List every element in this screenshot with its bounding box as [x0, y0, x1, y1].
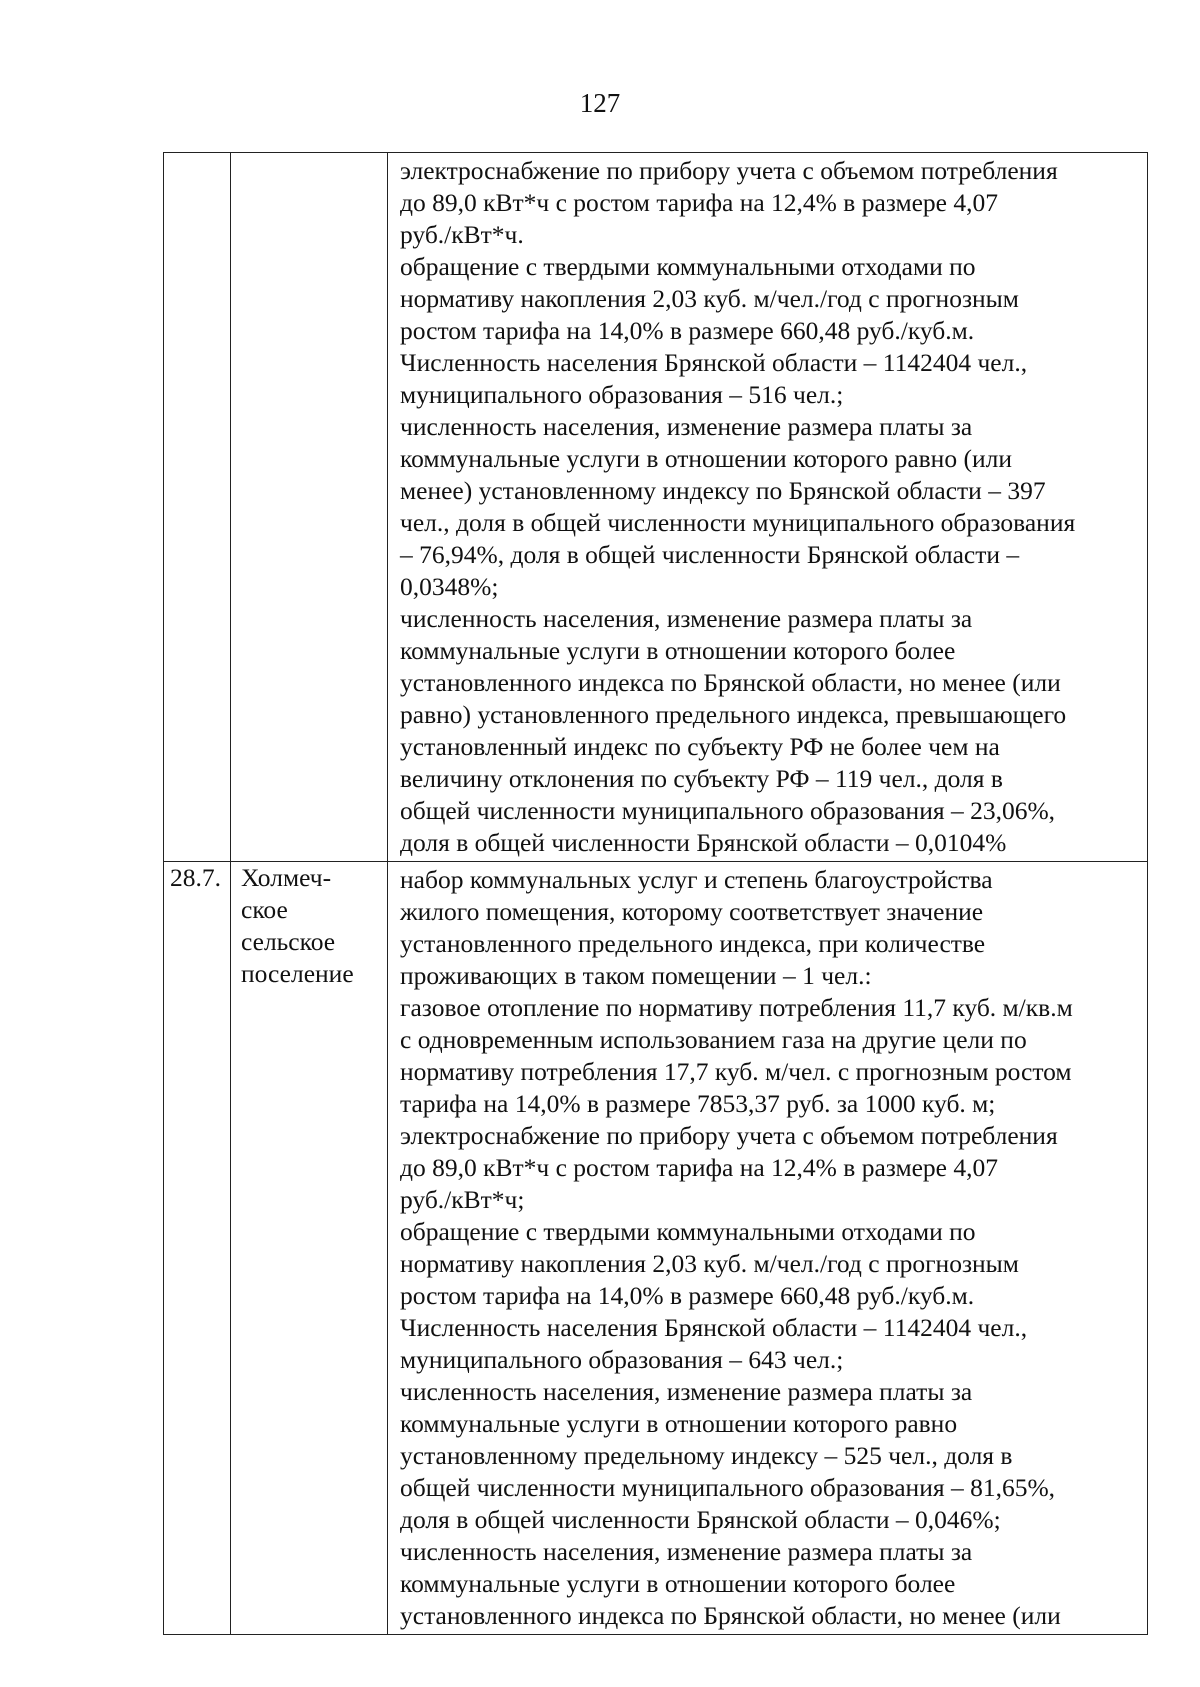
text-line: коммунальные услуги в отношении которого более — [400, 1569, 956, 1598]
text-line: численность населения, изменение размера платы за — [400, 1537, 973, 1566]
text-line: численность населения, изменение размера платы за — [400, 412, 973, 441]
name-line: сельское — [241, 927, 336, 956]
name-line: поселение — [241, 959, 354, 988]
settlement-name-cell — [231, 153, 388, 862]
text-line: общей численности муниципального образования – 81,65%, — [400, 1473, 1056, 1502]
text-line: нормативу накопления 2,03 куб. м/чел./год с прогнозным — [400, 284, 1019, 313]
text-line: руб./кВт*ч. — [400, 220, 524, 249]
text-line: электроснабжение по прибору учета с объемом потребления — [400, 1121, 1058, 1150]
text-line: установленного индекса по Брянской области, но менее (или — [400, 668, 1061, 697]
text-line: 0,0348%; — [400, 572, 499, 601]
text-line: Численность населения Брянской области – 1142404 чел., — [400, 348, 1028, 377]
text-line: руб./кВт*ч; — [400, 1185, 525, 1214]
text-line: муниципального образования – 643 чел.; — [400, 1345, 844, 1374]
text-line: установленного предельного индекса, при количестве — [400, 929, 986, 958]
text-line: ростом тарифа на 14,0% в размере 660,48 руб./куб.м. — [400, 1281, 975, 1310]
text-line: доля в общей численности Брянской области – 0,046%; — [400, 1505, 1001, 1534]
text-line: ростом тарифа на 14,0% в размере 660,48 руб./куб.м. — [400, 316, 975, 345]
text-line: до 89,0 кВт*ч с ростом тарифа на 12,4% в размере 4,07 — [400, 188, 999, 217]
text-line: равно) установленного предельного индекса, превышающего — [400, 700, 1067, 729]
text-line: Численность населения Брянской области – 1142404 чел., — [400, 1313, 1028, 1342]
text-line: установленный индекс по субъекту РФ не более чем на — [400, 732, 1000, 761]
text-line: тарифа на 14,0% в размере 7853,37 руб. за 1000 куб. м; — [400, 1089, 996, 1118]
data-table — [163, 152, 1148, 1635]
text-line: обращение с твердыми коммунальными отходами по — [400, 1217, 976, 1246]
text-line: общей численности муниципального образования – 23,06%, — [400, 796, 1056, 825]
text-line: численность населения, изменение размера платы за — [400, 604, 973, 633]
text-line: обращение с твердыми коммунальными отходами по — [400, 252, 976, 281]
text-line: газовое отопление по нормативу потребления 11,7 куб. м/кв.м — [400, 993, 1073, 1022]
page-number: 127 — [579, 88, 621, 118]
name-line: ское — [241, 895, 288, 924]
row-number-cell: 28.7. — [164, 862, 231, 1635]
text-line: численность населения, изменение размера платы за — [400, 1377, 973, 1406]
text-line: набор коммунальных услуг и степень благоустройства — [400, 865, 993, 894]
text-line: – 76,94%, доля в общей численности Брянской области – — [400, 540, 1020, 569]
table-row — [164, 862, 1148, 1635]
text-line: установленного индекса по Брянской области, но менее (или — [400, 1601, 1061, 1630]
name-line: Холмеч- — [241, 863, 332, 892]
text-line: коммунальные услуги в отношении которого равно — [400, 1409, 958, 1438]
text-line: до 89,0 кВт*ч с ростом тарифа на 12,4% в размере 4,07 — [400, 1153, 999, 1182]
text-line: коммунальные услуги в отношении которого более — [400, 636, 956, 665]
row-number-cell — [164, 153, 231, 862]
description-cell — [388, 153, 1148, 862]
settlement-name-cell — [231, 862, 388, 1635]
text-line: установленному предельному индексу – 525 чел., доля в — [400, 1441, 1013, 1470]
text-line: величину отклонения по субъекту РФ – 119 чел., доля в — [400, 764, 1003, 793]
description-cell — [388, 862, 1148, 1635]
text-line: менее) установленному индексу по Брянской области – 397 — [400, 476, 1046, 505]
table-row — [164, 153, 1148, 862]
text-line: нормативу потребления 17,7 куб. м/чел. с прогнозным ростом — [400, 1057, 1072, 1086]
text-line: доля в общей численности Брянской области – 0,0104% — [400, 828, 1007, 857]
text-line: проживающих в таком помещении – 1 чел.: — [400, 961, 872, 990]
text-line: жилого помещения, которому соответствует значение — [400, 897, 984, 926]
text-line: электроснабжение по прибору учета с объемом потребления — [400, 156, 1058, 185]
text-line: с одновременным использованием газа на другие цели по — [400, 1025, 1027, 1054]
text-line: муниципального образования – 516 чел.; — [400, 380, 844, 409]
text-line: коммунальные услуги в отношении которого равно (или — [400, 444, 1012, 473]
text-line: нормативу накопления 2,03 куб. м/чел./год с прогнозным — [400, 1249, 1019, 1278]
text-line: чел., доля в общей численности муниципального образования — [400, 508, 1076, 537]
